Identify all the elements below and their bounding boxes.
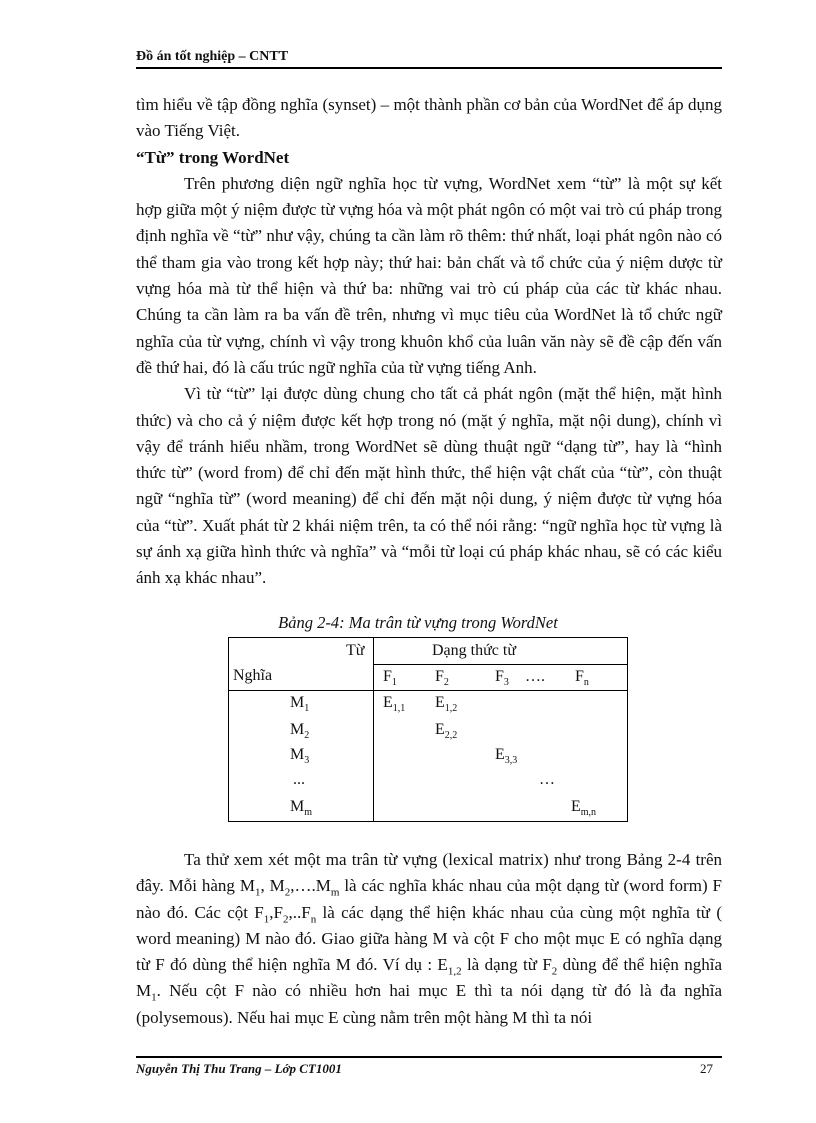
column-header-f3: $F_3$ [495, 668, 509, 689]
row-header-mm: $M_m$ [290, 798, 313, 819]
corner-label-word: Từ [346, 642, 365, 659]
table-caption: Bảng 2-4: Ma trân từ vựng trong WordNet [278, 613, 558, 632]
paragraph-1: Trên phương diện ngữ nghĩa học từ vựng, WordNet xem “từ” là một sự kết hợp giữa một ý niệm được từ vựng hóa và một phát ngôn có một vai trò cú pháp trong định nghĩa về “từ” như vậy, chúng ta cần làm rõ thêm: thứ nhất, loại phát ngôn nào có thể tham gia vào trong kết hợp này; thứ hai: bản chất và tổ chức của ý niệm dược từ vựng hóa mà từ thể hiện và thứ ba: những vai trò cú pháp của các từ khác nhau. Chúng ta cần làm ra ba vấn đề trên, nhưng vì mục tiêu của WordNet là tổ chức ngữ nghĩa của từ vựng, chính vì vậy trong khuôn khổ của luân văn này sẽ đề cập đến vấn đề thứ hai, đó là cấu trúc ngữ nghĩa của từ vựng tiếng Anh. [136, 173, 722, 377]
footer-author: Nguyễn Thị Thu Trang – Lớp CT1001 [136, 1061, 342, 1076]
matrix-entry-e33: $E_{3,3}$ [495, 746, 518, 767]
column-header-f1: $F_1$ [383, 668, 397, 689]
page-number: 27 [700, 1061, 713, 1076]
matrix-entry-e12: $E_{1,2}$ [435, 694, 458, 715]
paragraph-3: Ta thử xem xét một ma trân từ vựng (lexical matrix) như trong Bảng 2-4 trên đây. Mỗi hàng $M_1$, $M_2,\dots.M_m$ là các nghĩa khác nhau của một dạng từ (word form) F nào đó. Các cột $F_1,F_2,..F_n$ là các dạng thể hiện khác nhau của cùng một nghĩa từ ( word meaning) M nào đó. Giao giữa hàng M và cột F cho một mục E có nghĩa dạng từ F đó dùng thể hiện nghĩa M đó. Ví dụ : $E_{1,2}$ là dạng từ $F_2$ dùng để thể hiện nghĩa $M_1$. Nếu cột F nào có nhiều hơn hai mục E thì ta nói dạng từ đó là đa nghĩa (polysemous). Nếu hai mục E cùng nằm trên một hàng M thì ta nói [136, 850, 722, 1027]
matrix-diagonal-ellipsis: … [539, 771, 555, 788]
paragraph-2: Vì từ “từ” lại được dùng chung cho tất cả phát ngôn (mặt thể hiện, mặt hình thức) và cho cả ý niệm được kết hợp trong nó (mặt ý nghĩa, mặt nội dung), chính vì vậy để tránh hiểu nhầm, trong WordNet sẽ dùng thuật ngữ “dạng từ”, hay là “hình thức từ” (word from) để chỉ đến mặt hình thức, thể hiện vật chất của “từ”, còn thuật ngữ “nghĩa từ” (word meaning) để chỉ đến mặt nội dung, ý niệm được từ vựng hóa của “từ”. Xuất phát từ 2 khái niệm trên, ta có thể nói rằng: “ngữ nghĩa học từ vựng là sự ánh xạ giữa hình thức và nghĩa” và “mỗi từ loại cú pháp khác nhau, sẽ có các kiểu ánh xạ khác nhau”. [136, 384, 722, 588]
intro-paragraph: tìm hiểu về tập đồng nghĩa (synset) – một thành phần cơ bản của WordNet để áp dụng vào Tiếng Việt. [136, 95, 722, 141]
matrix-entry-e11: $E_{1,1}$ [383, 694, 406, 715]
matrix-entry-emn: $E_{m,n}$ [571, 798, 597, 819]
forms-header: Dạng thức từ [432, 642, 516, 659]
table-divider-header [373, 664, 628, 665]
column-header-fn: $F_n$ [575, 668, 589, 689]
column-header-ellipsis: …. [525, 668, 545, 685]
row-header-ellipsis: ... [293, 771, 305, 788]
row-header-m3: $M_3$ [290, 746, 310, 767]
column-header-f2: $F_2$ [435, 668, 449, 689]
table-divider-body [229, 690, 627, 691]
after-table-text [136, 847, 722, 1031]
header-rule [136, 67, 722, 69]
row-header-m1: $M_1$ [290, 694, 310, 715]
corner-label-meaning: Nghĩa [233, 667, 273, 684]
matrix-entry-e22: $E_{2,2}$ [435, 721, 458, 742]
lexical-matrix-table [228, 637, 628, 822]
section-heading: “Từ” trong WordNet [136, 147, 290, 167]
footer-rule [136, 1056, 722, 1058]
row-header-m2: $M_2$ [290, 721, 310, 742]
body-text [136, 92, 722, 592]
header-title: Đồ án tốt nghiệp – CNTT [136, 49, 289, 64]
table-divider-vertical [373, 638, 374, 821]
